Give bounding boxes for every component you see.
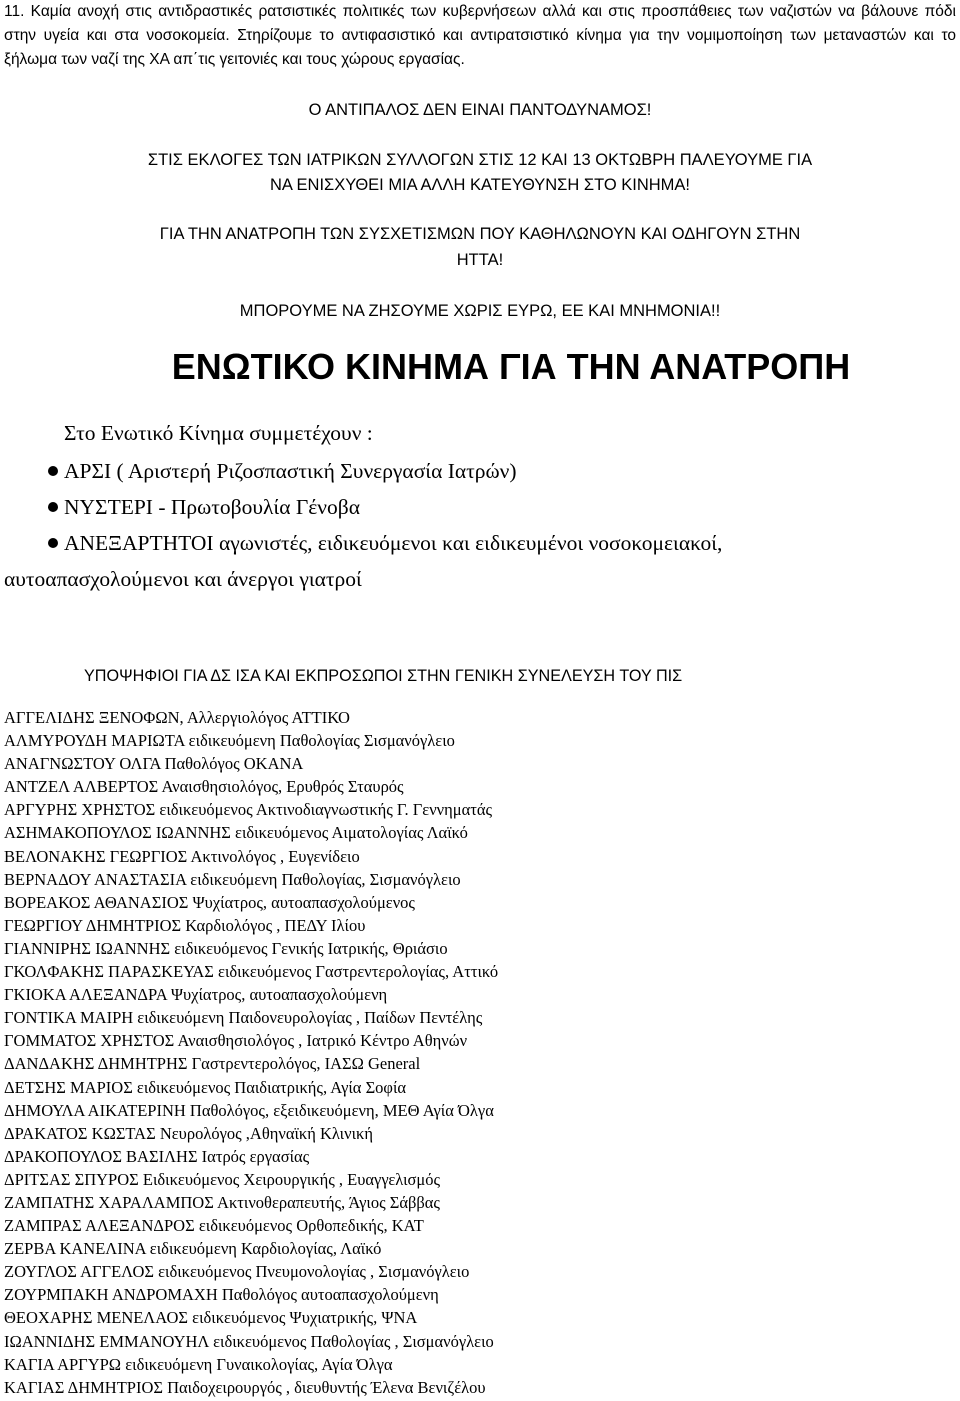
candidate-item: ΑΝΤΖΕΛ ΑΛΒΕΡΤΟΣ Αναισθησιολόγος, Ερυθρός Σταυρός — [4, 777, 404, 797]
slogan-adversary: Ο ΑΝΤΙΠΑΛΟΣ ΔΕΝ ΕΙΝΑΙ ΠΑΝΤΟΔΥΝΑΜΟΣ! — [308, 101, 652, 119]
bullet-icon — [48, 466, 58, 476]
candidate-item: ΒΟΡΕΑΚΟΣ ΑΘΑΝΑΣΙΟΣ Ψυχίατρος, αυτοαπασχολούμενος — [4, 892, 415, 912]
candidate-item: ΓΟΜΜΑΤΟΣ ΧΡΗΣΤΟΣ Αναισθησιολόγος , Ιατρικό Κέντρο Αθηνών — [4, 1031, 468, 1051]
candidate-item: ΚΑΓΙΑΣ ΔΗΜΗΤΡΙΟΣ Παιδοχειρουργός , διευθυντής Έλενα Βενιζέλου — [4, 1377, 486, 1397]
candidate-item: ΖΑΜΠΑΤΗΣ ΧΑΡΑΛΑΜΠΟΣ Ακτινοθεραπευτής, Άγιος Σάββας — [4, 1192, 440, 1212]
intro-paragraph: 11. Καμία ανοχή στις αντιδραστικές ρατσιστικές πολιτικές των κυβερνήσεων αλλά και στις προσπάθειες των ναζιστών να βάλουνε πόδι στην υγεία και στα νοσοκομεία. Στηρίζουμε το αντιφασιστικό και αντιρατσιστικό κίνημα για την νομιμοποίηση των μεταναστών και το ξήλωμα των ναζί της ΧΑ απ΄τις γειτονιές και τους χώρους εργασίας. — [4, 3, 956, 68]
candidate-item: ΔΑΝΔΑΚΗΣ ΔΗΜΗΤΡΗΣ Γαστρεντερολόγος, ΙΑΣΩ General — [4, 1054, 421, 1074]
candidate-item: ΑΓΓΕΛΙΔΗΣ ΞΕΝΟΦΩΝ, Αλλεργιολόγος ΑΤΤΙΚΟ — [4, 708, 350, 727]
candidate-item: ΔΡΑΚΟΠΟΥΛΟΣ ΒΑΣΙΛΗΣ Ιατρός εργασίας — [4, 1146, 310, 1166]
bullet-icon — [48, 538, 58, 548]
candidate-item: ΒΕΡΝΑΔΟΥ ΑΝΑΣΤΑΣΙΑ ειδικευόμενη Παθολογίας, Σισμανόγλειο — [4, 869, 461, 889]
slogan-overturn-line-2: ΗΤΤΑ! — [456, 251, 504, 269]
candidate-item: ΓΙΑΝΝΙΡΗΣ ΙΩΑΝΝΗΣ ειδικευόμενος Γενικής Ιατρικής, Θριάσιο — [4, 938, 448, 958]
candidate-item: ΚΑΓΙΑ ΑΡΓΥΡΩ ειδικευόμενη Γυναικολογίας, Αγία Όλγα — [4, 1354, 393, 1374]
slogan-euro: ΜΠΟΡΟΥΜΕ ΝΑ ΖΗΣΟΥΜΕ ΧΩΡΙΣ ΕΥΡΩ, ΕΕ ΚΑΙ ΜΝΗΜΟΝΙΑ!! — [239, 302, 721, 320]
page-title: ΕΝΩΤΙΚΟ ΚΙΝΗΜΑ ΓΙΑ ΤΗΝ ΑΝΑΤΡΟΠΗ — [171, 346, 851, 387]
candidate-item: ΔΡΑΚΑΤΟΣ ΚΩΣΤΑΣ Νευρολόγος ,Αθηναϊκή Κλινική — [4, 1123, 373, 1143]
candidate-list — [4, 706, 498, 1399]
candidate-item: ΑΡΓΥΡΗΣ ΧΡΗΣΤΟΣ ειδικευόμενος Ακτινοδιαγνωστικής Γ. Γεννηματάς — [4, 800, 493, 820]
candidate-item: ΑΣΗΜΑΚΟΠΟΥΛΟΣ ΙΩΑΝΝΗΣ ειδικευόμενος Αιματολογίας Λαϊκό — [4, 823, 468, 843]
slogan-overturn-line-1: ΓΙΑ ΤΗΝ ΑΝΑΤΡΟΠΗ ΤΩΝ ΣΥΣΧΕΤΙΣΜΩΝ ΠΟΥ ΚΑΘΗΛΩΝΟΥΝ ΚΑΙ ΟΔΗΓΟΥΝ ΣΤΗΝ — [159, 225, 801, 243]
participant-continuation: αυτοαπασχολούμενοι και άνεργοι γιατροί — [4, 567, 362, 591]
candidate-item: ΘΕΟΧΑΡΗΣ ΜΕΝΕΛΑΟΣ ειδικευόμενος Ψυχιατρικής, ΨΝΑ — [4, 1308, 418, 1328]
participant-item — [48, 530, 722, 556]
candidate-item: ΔΡΙΤΣΑΣ ΣΠΥΡΟΣ Ειδικευόμενος Χειρουργικής , Ευαγγελισμός — [4, 1169, 441, 1189]
candidate-item: ΓΟΝΤΙΚΑ ΜΑΙΡΗ ειδικευόμενη Παιδονευρολογίας , Παίδων Πεντέλης — [4, 1008, 483, 1028]
participants-heading: Στο Ενωτικό Κίνημα συμμετέχουν : — [64, 421, 373, 445]
candidate-item: ΓΕΩΡΓΙΟΥ ΔΗΜΗΤΡΙΟΣ Καρδιολόγος , ΠΕΔΥ Ιλίου — [4, 915, 366, 935]
participant-label: ΑΡΣΙ ( Αριστερή Ριζοσπαστική Συνεργασία Ιατρών) — [64, 459, 517, 483]
candidate-item: ΖΟΥΡΜΠΑΚΗ ΑΝΔΡΟΜΑΧΗ Παθολόγος αυτοαπασχολούμενη — [4, 1285, 439, 1305]
candidate-item: ΙΩΑΝΝΙΔΗΣ ΕΜΜΑΝΟΥΗΛ ειδικευόμενος Παθολογίας , Σισμανόγλειο — [4, 1331, 494, 1351]
candidate-item: ΒΕΛΟΝΑΚΗΣ ΓΕΩΡΓΙΟΣ Ακτινολόγος , Ευγενίδειο — [4, 846, 360, 866]
participant-item — [48, 494, 360, 520]
candidates-heading: ΥΠΟΨΗΦΙΟΙ ΓΙΑ ΔΣ ΙΣΑ ΚΑΙ ΕΚΠΡΟΣΩΠΟΙ ΣΤΗΝ ΓΕΝΙΚΗ ΣΥΝΕΛΕΥΣΗ ΤΟΥ ΠΙΣ — [84, 667, 683, 685]
slogan-elections-line-2: ΝΑ ΕΝΙΣΧΥΘΕΙ ΜΙΑ ΑΛΛΗ ΚΑΤΕΥΘΥΝΣΗ ΣΤΟ ΚΙΝΗΜΑ! — [269, 176, 691, 194]
candidate-item: ΖΟΥΓΛΟΣ ΑΓΓΕΛΟΣ ειδικευόμενος Πνευμονολογίας , Σισμανόγλειο — [4, 1262, 470, 1282]
candidate-item: ΓΚΙΟΚΑ ΑΛΕΞΑΝΔΡΑ Ψυχίατρος, αυτοαπασχολούμενη — [4, 985, 388, 1005]
participant-label: ΑΝΕΞΑΡΤΗΤΟΙ αγωνιστές, ειδικευόμενοι και ειδικευμένοι νοσοκομειακοί, — [64, 531, 723, 555]
candidate-item: ΑΝΑΓΝΩΣΤΟΥ ΟΛΓΑ Παθολόγος ΟΚΑΝΑ — [4, 754, 304, 774]
participant-label: ΝΥΣΤΕΡΙ - Πρωτοβουλία Γένοβα — [64, 495, 360, 519]
candidate-item: ΓΚΟΛΦΑΚΗΣ ΠΑΡΑΣΚΕΥΑΣ ειδικευόμενος Γαστρεντερολογίας, Αττικό — [4, 962, 499, 982]
candidate-item: ΑΛΜΥΡΟΥΔΗ ΜΑΡΙΩΤΑ ειδικευόμενη Παθολογίας Σισμανόγλειο — [4, 731, 455, 751]
slogan-elections-line-1: ΣΤΙΣ ΕΚΛΟΓΕΣ ΤΩΝ ΙΑΤΡΙΚΩΝ ΣΥΛΛΟΓΩΝ ΣΤΙΣ 12 ΚΑΙ 13 ΟΚΤΩΒΡΗ ΠΑΛΕΥΟΥΜΕ ΓΙΑ — [147, 151, 813, 169]
candidate-item: ΖΑΜΠΡΑΣ ΑΛΕΞΑΝΔΡΟΣ ειδικευόμενος Ορθοπεδικής, ΚΑΤ — [4, 1216, 424, 1236]
participant-item — [48, 458, 517, 484]
bullet-icon — [48, 502, 58, 512]
candidate-item: ΔΕΤΣΗΣ ΜΑΡΙΟΣ ειδικευόμενος Παιδιατρικής, Αγία Σοφία — [4, 1077, 407, 1097]
candidate-item: ΔΗΜΟΥΛΑ ΑΙΚΑΤΕΡΙΝΗ Παθολόγος, εξειδικευόμενη, ΜΕΘ Αγία Όλγα — [4, 1100, 494, 1120]
candidate-item: ΖΕΡΒΑ ΚΑΝΕΛΙΝΑ ειδικευόμενη Καρδιολογίας, Λαϊκό — [4, 1239, 382, 1259]
